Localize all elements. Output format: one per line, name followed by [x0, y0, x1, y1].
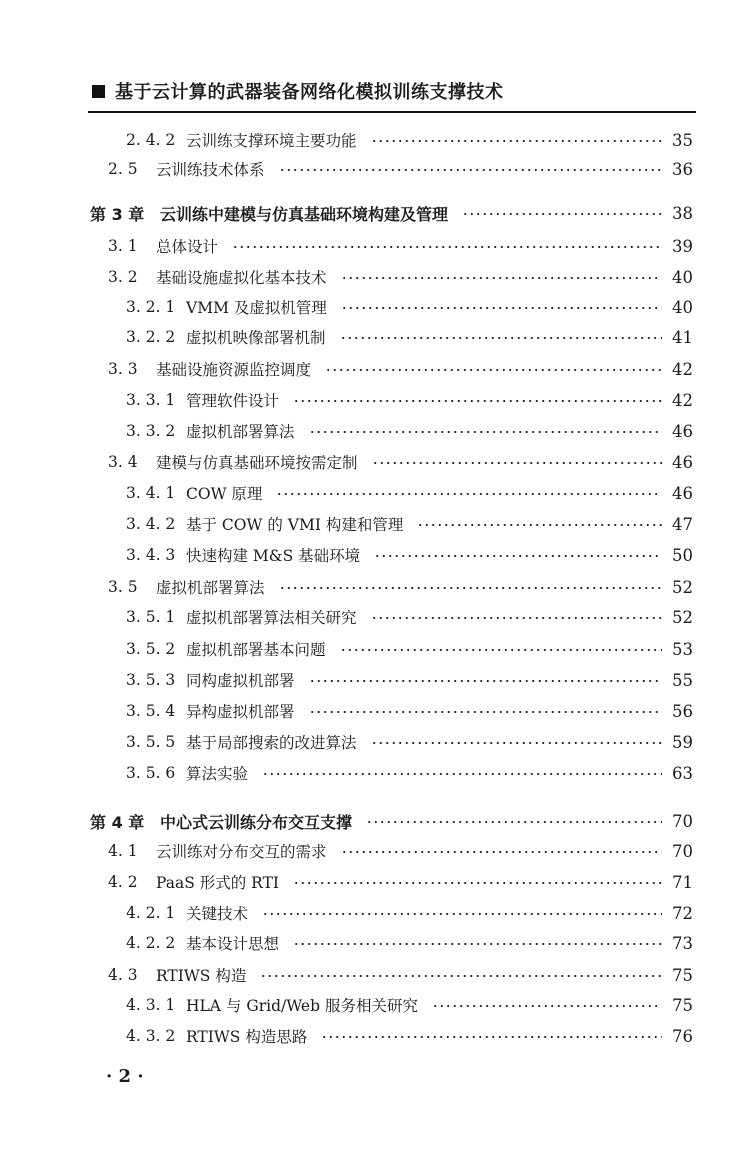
toc-number: 3. 4: [108, 453, 138, 471]
toc-entry[interactable]: [0, 602, 750, 632]
toc-entry[interactable]: [0, 634, 750, 664]
dot-leader: [462, 213, 662, 215]
toc-title: 虚拟机部署算法: [156, 579, 265, 597]
toc-entry[interactable]: [0, 262, 750, 292]
toc-page-number: 76: [672, 1026, 693, 1046]
toc-entry[interactable]: [0, 231, 750, 261]
toc-number: 3. 4. 1: [126, 484, 176, 502]
toc-title: 虚拟机部署基本问题: [186, 641, 326, 659]
toc-entry[interactable]: [0, 928, 750, 958]
dot-leader: [341, 307, 662, 309]
toc-title: 基于局部搜索的改进算法: [186, 734, 357, 752]
toc-page-number: 39: [672, 236, 693, 256]
toc-entry[interactable]: [0, 447, 750, 477]
toc-number: 第 4 章: [90, 812, 145, 832]
dot-leader: [371, 742, 662, 744]
toc-page-number: 35: [672, 130, 693, 150]
toc-page-number: 46: [672, 452, 693, 472]
toc-entry[interactable]: [0, 1021, 750, 1051]
dot-leader: [417, 524, 662, 526]
header-rule: [88, 111, 696, 113]
toc-page-number: 53: [672, 639, 693, 659]
toc-number: 3. 2: [108, 268, 138, 286]
toc-entry[interactable]: [0, 292, 750, 322]
toc-page-number: 52: [672, 607, 693, 627]
toc-title: 基本设计思想: [186, 935, 280, 953]
toc-title: COW 原理: [186, 485, 263, 503]
toc-title: 基础设施虚拟化基本技术: [156, 269, 327, 287]
dot-leader: [309, 711, 662, 713]
toc-number: 3. 2. 1: [126, 298, 176, 316]
running-header: [92, 78, 692, 104]
toc-number: 3. 5. 5: [126, 733, 176, 751]
toc-chapter-entry[interactable]: [0, 198, 750, 228]
toc-entry[interactable]: [0, 416, 750, 446]
toc-number: 3. 5. 1: [126, 608, 176, 626]
toc-title: 云训练中建模与仿真基础环境构建及管理: [160, 204, 449, 224]
toc-number: 第 3 章: [90, 204, 145, 224]
dot-leader: [279, 169, 662, 171]
toc-page-number: 40: [672, 297, 693, 317]
toc-entry[interactable]: [0, 867, 750, 897]
toc-page-number: 71: [672, 872, 693, 892]
toc-entry[interactable]: [0, 960, 750, 990]
toc-entry[interactable]: [0, 322, 750, 352]
toc-number: 3. 3. 2: [126, 422, 176, 440]
toc-title: 异构虚拟机部署: [186, 703, 295, 721]
toc-page-number: 75: [672, 965, 693, 985]
toc-title: 虚拟机部署算法: [186, 423, 295, 441]
toc-page-number: 42: [672, 390, 693, 410]
toc-title: 云训练支撑环境主要功能: [186, 132, 357, 150]
toc-number: 4. 3. 2: [126, 1027, 176, 1045]
dot-leader: [232, 246, 662, 248]
dot-leader: [371, 617, 662, 619]
toc-entry[interactable]: [0, 665, 750, 695]
toc-number: 3. 5. 2: [126, 640, 176, 658]
toc-title: 云训练技术体系: [156, 161, 265, 179]
toc-title: 基于 COW 的 VMI 构建和管理: [186, 516, 404, 534]
dot-leader: [341, 277, 662, 279]
toc-entry[interactable]: [0, 509, 750, 539]
toc-title: 虚拟机映像部署机制: [186, 329, 326, 347]
toc-number: 4. 2. 2: [126, 934, 176, 952]
toc-number: 4. 2. 1: [126, 904, 176, 922]
toc-number: 3. 1: [108, 237, 138, 255]
toc-title: 云训练对分布交互的需求: [156, 843, 327, 861]
toc-page-number: 52: [672, 577, 693, 597]
toc-number: 2. 4. 2: [126, 131, 176, 149]
dot-leader: [293, 882, 662, 884]
dot-leader: [309, 680, 662, 682]
toc-page-number: 55: [672, 670, 693, 690]
dot-leader: [279, 587, 662, 589]
toc-page-number: 40: [672, 267, 693, 287]
toc-title: 中心式云训练分布交互支撑: [160, 812, 353, 832]
dot-leader: [371, 140, 662, 142]
dot-leader: [432, 1005, 662, 1007]
toc-page-number: 56: [672, 701, 693, 721]
toc-page-number: 59: [672, 732, 693, 752]
toc-title: 快速构建 M&S 基础环境: [186, 547, 361, 565]
toc-page-number: 42: [672, 359, 693, 379]
toc-entry[interactable]: [0, 354, 750, 384]
toc-entry[interactable]: [0, 696, 750, 726]
dot-leader: [340, 649, 662, 651]
dot-leader: [366, 821, 662, 823]
toc-title: HLA 与 Grid/Web 服务相关研究: [186, 997, 418, 1015]
toc-title: 总体设计: [156, 238, 219, 256]
toc-page-number: 75: [672, 995, 693, 1015]
toc-title: RTIWS 构造: [156, 967, 247, 985]
toc-number: 3. 5: [108, 578, 138, 596]
toc-entry[interactable]: [0, 898, 750, 928]
dot-leader: [374, 555, 662, 557]
toc-page-number: 70: [672, 841, 693, 861]
dot-leader: [293, 943, 662, 945]
toc-number: 4. 1: [108, 842, 138, 860]
toc-chapter-entry[interactable]: [0, 806, 750, 836]
toc-page-number: 41: [672, 327, 693, 347]
dot-leader: [340, 337, 662, 339]
toc-page-number: 73: [672, 933, 693, 953]
toc-title: RTIWS 构造思路: [186, 1028, 308, 1046]
square-bullet-icon: [92, 85, 105, 98]
dot-leader: [276, 493, 662, 495]
toc-number: 4. 3: [108, 966, 138, 984]
toc-number: 3. 3. 1: [126, 391, 176, 409]
toc-title: 算法实验: [186, 765, 249, 783]
dot-leader: [260, 975, 662, 977]
toc-page-number: 70: [672, 811, 693, 831]
page-number: · 2 ·: [106, 1066, 144, 1087]
toc-number: 3. 3: [108, 360, 138, 378]
toc-entry[interactable]: [0, 990, 750, 1020]
toc-number: 3. 4. 3: [126, 546, 176, 564]
dot-leader: [293, 400, 662, 402]
book-title: 基于云计算的武器装备网络化模拟训练支撑技术: [115, 82, 504, 103]
toc-entry[interactable]: [0, 385, 750, 415]
dot-leader: [262, 773, 662, 775]
toc-title: 管理软件设计: [186, 392, 280, 410]
toc-number: 2. 5: [108, 160, 138, 178]
toc-title: 关键技术: [186, 905, 249, 923]
toc-title: 虚拟机部署算法相关研究: [186, 609, 357, 627]
toc-entry[interactable]: [0, 540, 750, 570]
toc-page-number: 47: [672, 514, 693, 534]
toc-entry[interactable]: [0, 836, 750, 866]
toc-title: 建模与仿真基础环境按需定制: [156, 454, 358, 472]
toc-number: 3. 5. 3: [126, 671, 176, 689]
toc-number: 3. 4. 2: [126, 515, 176, 533]
toc-entry[interactable]: [0, 727, 750, 757]
toc-page-number: 63: [672, 763, 693, 783]
toc-number: 3. 5. 4: [126, 702, 176, 720]
toc-entry[interactable]: [0, 154, 750, 184]
toc-page-number: 36: [672, 159, 693, 179]
toc-page-number: 50: [672, 545, 693, 565]
toc-entry[interactable]: [0, 758, 750, 788]
toc-entry[interactable]: [0, 125, 750, 155]
toc-entry[interactable]: [0, 478, 750, 508]
toc-title: PaaS 形式的 RTI: [156, 874, 280, 892]
toc-page-number: 46: [672, 483, 693, 503]
toc-entry[interactable]: [0, 572, 750, 602]
dot-leader: [341, 851, 662, 853]
toc-page-number: 72: [672, 903, 693, 923]
toc-number: 3. 2. 2: [126, 328, 176, 346]
toc-title: VMM 及虚拟机管理: [186, 299, 327, 317]
dot-leader: [325, 369, 662, 371]
toc-page-number: 38: [672, 203, 693, 223]
toc-number: 3. 5. 6: [126, 764, 176, 782]
toc-number: 4. 2: [108, 873, 138, 891]
toc-number: 4. 3. 1: [126, 996, 176, 1014]
toc-title: 同构虚拟机部署: [186, 672, 295, 690]
toc-title: 基础设施资源监控调度: [156, 361, 312, 379]
dot-leader: [372, 462, 662, 464]
toc-page-number: 46: [672, 421, 693, 441]
dot-leader: [262, 913, 662, 915]
dot-leader: [309, 431, 662, 433]
dot-leader: [321, 1036, 662, 1038]
